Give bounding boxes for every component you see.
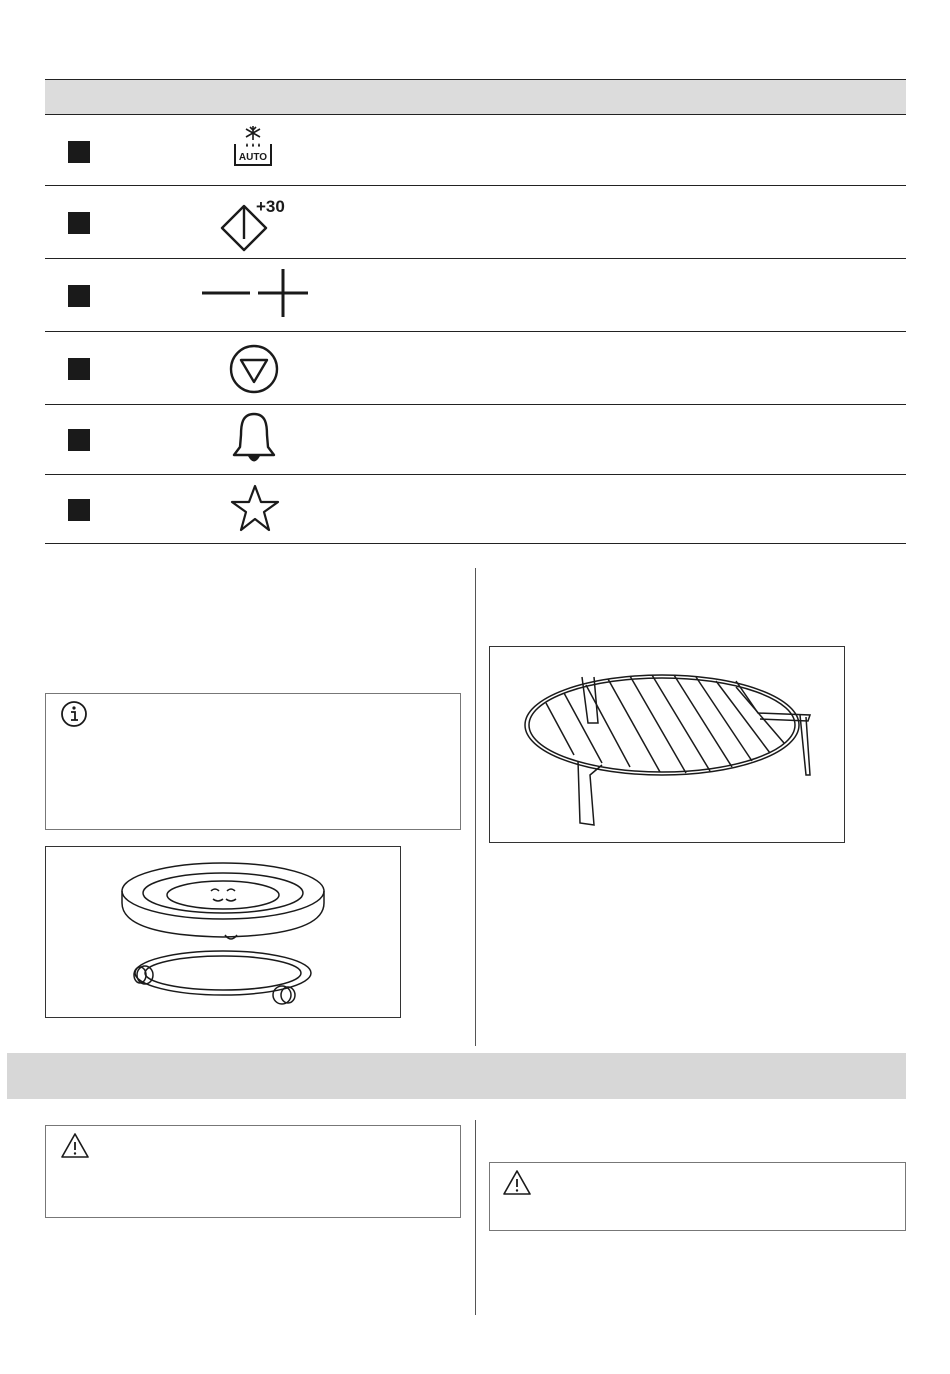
- row-marker: [68, 499, 90, 521]
- table-row: [45, 332, 906, 405]
- turntable-figure: [45, 846, 401, 1018]
- table-row: [45, 186, 906, 259]
- auto-defrost-icon: [228, 123, 278, 173]
- bell-icon: [229, 411, 279, 467]
- warning-notice-left: [45, 1125, 461, 1218]
- info-notice: [45, 693, 461, 830]
- auto-label: AUTO: [238, 152, 268, 163]
- table-row: [45, 405, 906, 475]
- table-header: [45, 79, 906, 115]
- row-marker: [68, 212, 90, 234]
- wire-rack-illustration: [490, 647, 844, 842]
- row-marker: [68, 358, 90, 380]
- start-plus-30-icon: [217, 194, 297, 254]
- stop-down-triangle-icon: [228, 343, 280, 395]
- rack-figure: [489, 646, 845, 843]
- star-icon: [229, 484, 281, 534]
- row-marker: [68, 285, 90, 307]
- table-row: [45, 115, 906, 186]
- warning-icon: [502, 1169, 532, 1197]
- warning-icon: [60, 1132, 90, 1160]
- row-marker: [68, 141, 90, 163]
- section-band: [7, 1053, 906, 1099]
- plus-30-label: +30: [256, 197, 285, 216]
- table-row: [45, 259, 906, 332]
- table-row: [45, 475, 906, 544]
- minus-plus-icon: [200, 269, 310, 319]
- column-divider-lower: [475, 1120, 476, 1315]
- turntable-glass-plate-and-roller-ring-illustration: [46, 847, 400, 1017]
- column-divider: [475, 568, 476, 1046]
- warning-notice-right: [489, 1162, 906, 1231]
- row-marker: [68, 429, 90, 451]
- info-icon: [60, 700, 88, 728]
